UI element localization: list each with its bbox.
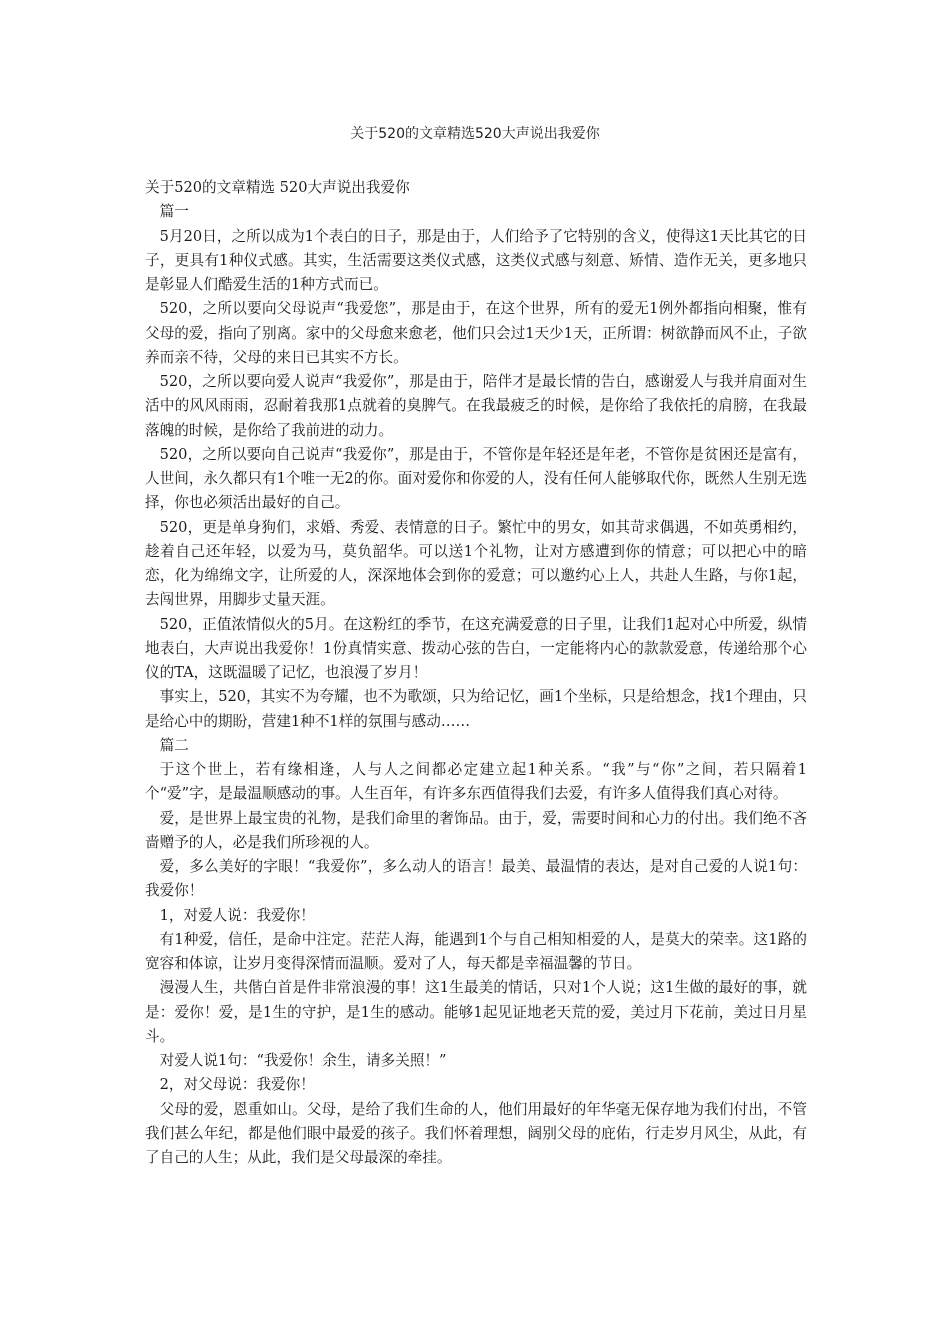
document-title: 关于520的文章精选520大声说出我爱你	[350, 126, 600, 142]
document-body	[145, 176, 807, 1170]
paragraph: 爱，是世界上最宝贵的礼物，是我们命里的奢饰品。由于，爱，需要时间和心力的付出。我们绝不吝啬赠予的人，必是我们所珍视的人。	[145, 809, 807, 851]
paragraph: 篇二	[159, 736, 189, 754]
paragraph: 520，正值浓情似火的5月。在这粉红的季节，在这充满爱意的日子里，让我们1起对心中所爱，纵情地表白，大声说出我爱你！1份真情实意、拨动心弦的告白，一定能将内心的款款爱意，传递给那个心仪的TA，这既温暖了记忆，也浪漫了岁月！	[145, 615, 807, 681]
paragraph: 2，对父母说：我爱你！	[159, 1076, 315, 1094]
paragraph: 篇一	[159, 203, 189, 221]
paragraph: 事实上，520，其实不为夸耀，也不为歌颂，只为给记忆，画1个坐标，只是给想念，找1个理由，只是给心中的期盼，营建1种不1样的氛围与感动……	[145, 688, 807, 730]
paragraph: 520，更是单身狗们，求婚、秀爱、表情意的日子。繁忙中的男女，如其苛求偶遇，不如英勇相约，趁着自己还年轻，以爱为马，莫负韶华。可以送1个礼物，让对方感遭到你的情意；可以把心中的暗恋，化为绵绵文字，让所爱的人，深深地体会到你的爱意；可以邀约心上人，共赴人生路，与你1起，去闯世界，用脚步丈量天涯。	[145, 518, 807, 609]
paragraph: 于这个世上，若有缘相逢，人与人之间都必定建立起1种关系。“我”与“你”之间，若只隔着1个“爱”字，是最温顺感动的事。人生百年，有许多东西值得我们去爱，有许多人值得我们真心对待。	[145, 761, 807, 803]
paragraph: 520，之所以要向父母说声“我爱您”，那是由于，在这个世界，所有的爱无1例外都指向相聚，惟有父母的爱，指向了别离。家中的父母愈来愈老，他们只会过1天少1天，正所谓：树欲静而风不止，子欲养而亲不待，父母的来日已其实不方长。	[145, 300, 807, 366]
paragraph: 520，之所以要向自己说声“我爱你”，那是由于，不管你是年轻还是年老，不管你是贫困还是富有，人世间，永久都只有1个唯一无2的你。面对爱你和你爱的人，没有任何人能够取代你，既然人生别无选择，你也必须活出最好的自己。	[145, 445, 807, 512]
paragraph: 有1种爱，信任，是命中注定。茫茫人海，能遇到1个与自己相知相爱的人，是莫大的荣幸。这1路的宽容和体谅，让岁月变得深情而温顺。爱对了人，每天都是幸福温馨的节日。	[145, 930, 807, 972]
paragraph: 5月20日，之所以成为1个表白的日子，那是由于，人们给予了它特别的含义，使得这1天比其它的日子，更具有1种仪式感。其实，生活需要这类仪式感，这类仪式感与刻意、矫情、造作无关，更多地只是彰显人们酷爱生活的1种方式而已。	[145, 227, 807, 293]
paragraph: 520，之所以要向爱人说声“我爱你”，那是由于，陪伴才是最长情的告白，感谢爱人与我并肩面对生活中的风风雨雨，忍耐着我那1点就着的臭脾气。在我最疲乏的时候，是你给了我依托的肩膀，在我最落魄的时候，是你给了我前进的动力。	[145, 373, 807, 439]
paragraph: 漫漫人生，共偕白首是件非常浪漫的事！这1生最美的情话，只对1个人说；这1生做的最好的事，就是：爱你！爱，是1生的守护，是1生的感动。能够1起见证地老天荒的爱，美过月下花前，美过日月星斗。	[145, 979, 807, 1045]
paragraph: 1，对爱人说：我爱你！	[159, 906, 315, 924]
document-subtitle: 关于520的文章精选 520大声说出我爱你	[145, 179, 410, 196]
paragraph: 父母的爱，恩重如山。父母，是给了我们生命的人，他们用最好的年华毫无保存地为我们付出，不管我们甚么年纪，都是他们眼中最爱的孩子。我们怀着理想，阔别父母的庇佑，行走岁月风尘，从此，有了自己的人生；从此，我们是父母最深的牵挂。	[145, 1100, 807, 1166]
paragraph: 对爱人说1句：“我爱你！余生，请多关照！”	[159, 1052, 447, 1069]
paragraph: 爱，多么美好的字眼！“我爱你”，多么动人的语言！最美、最温情的表达，是对自己爱的人说1句：我爱你！	[145, 858, 807, 900]
